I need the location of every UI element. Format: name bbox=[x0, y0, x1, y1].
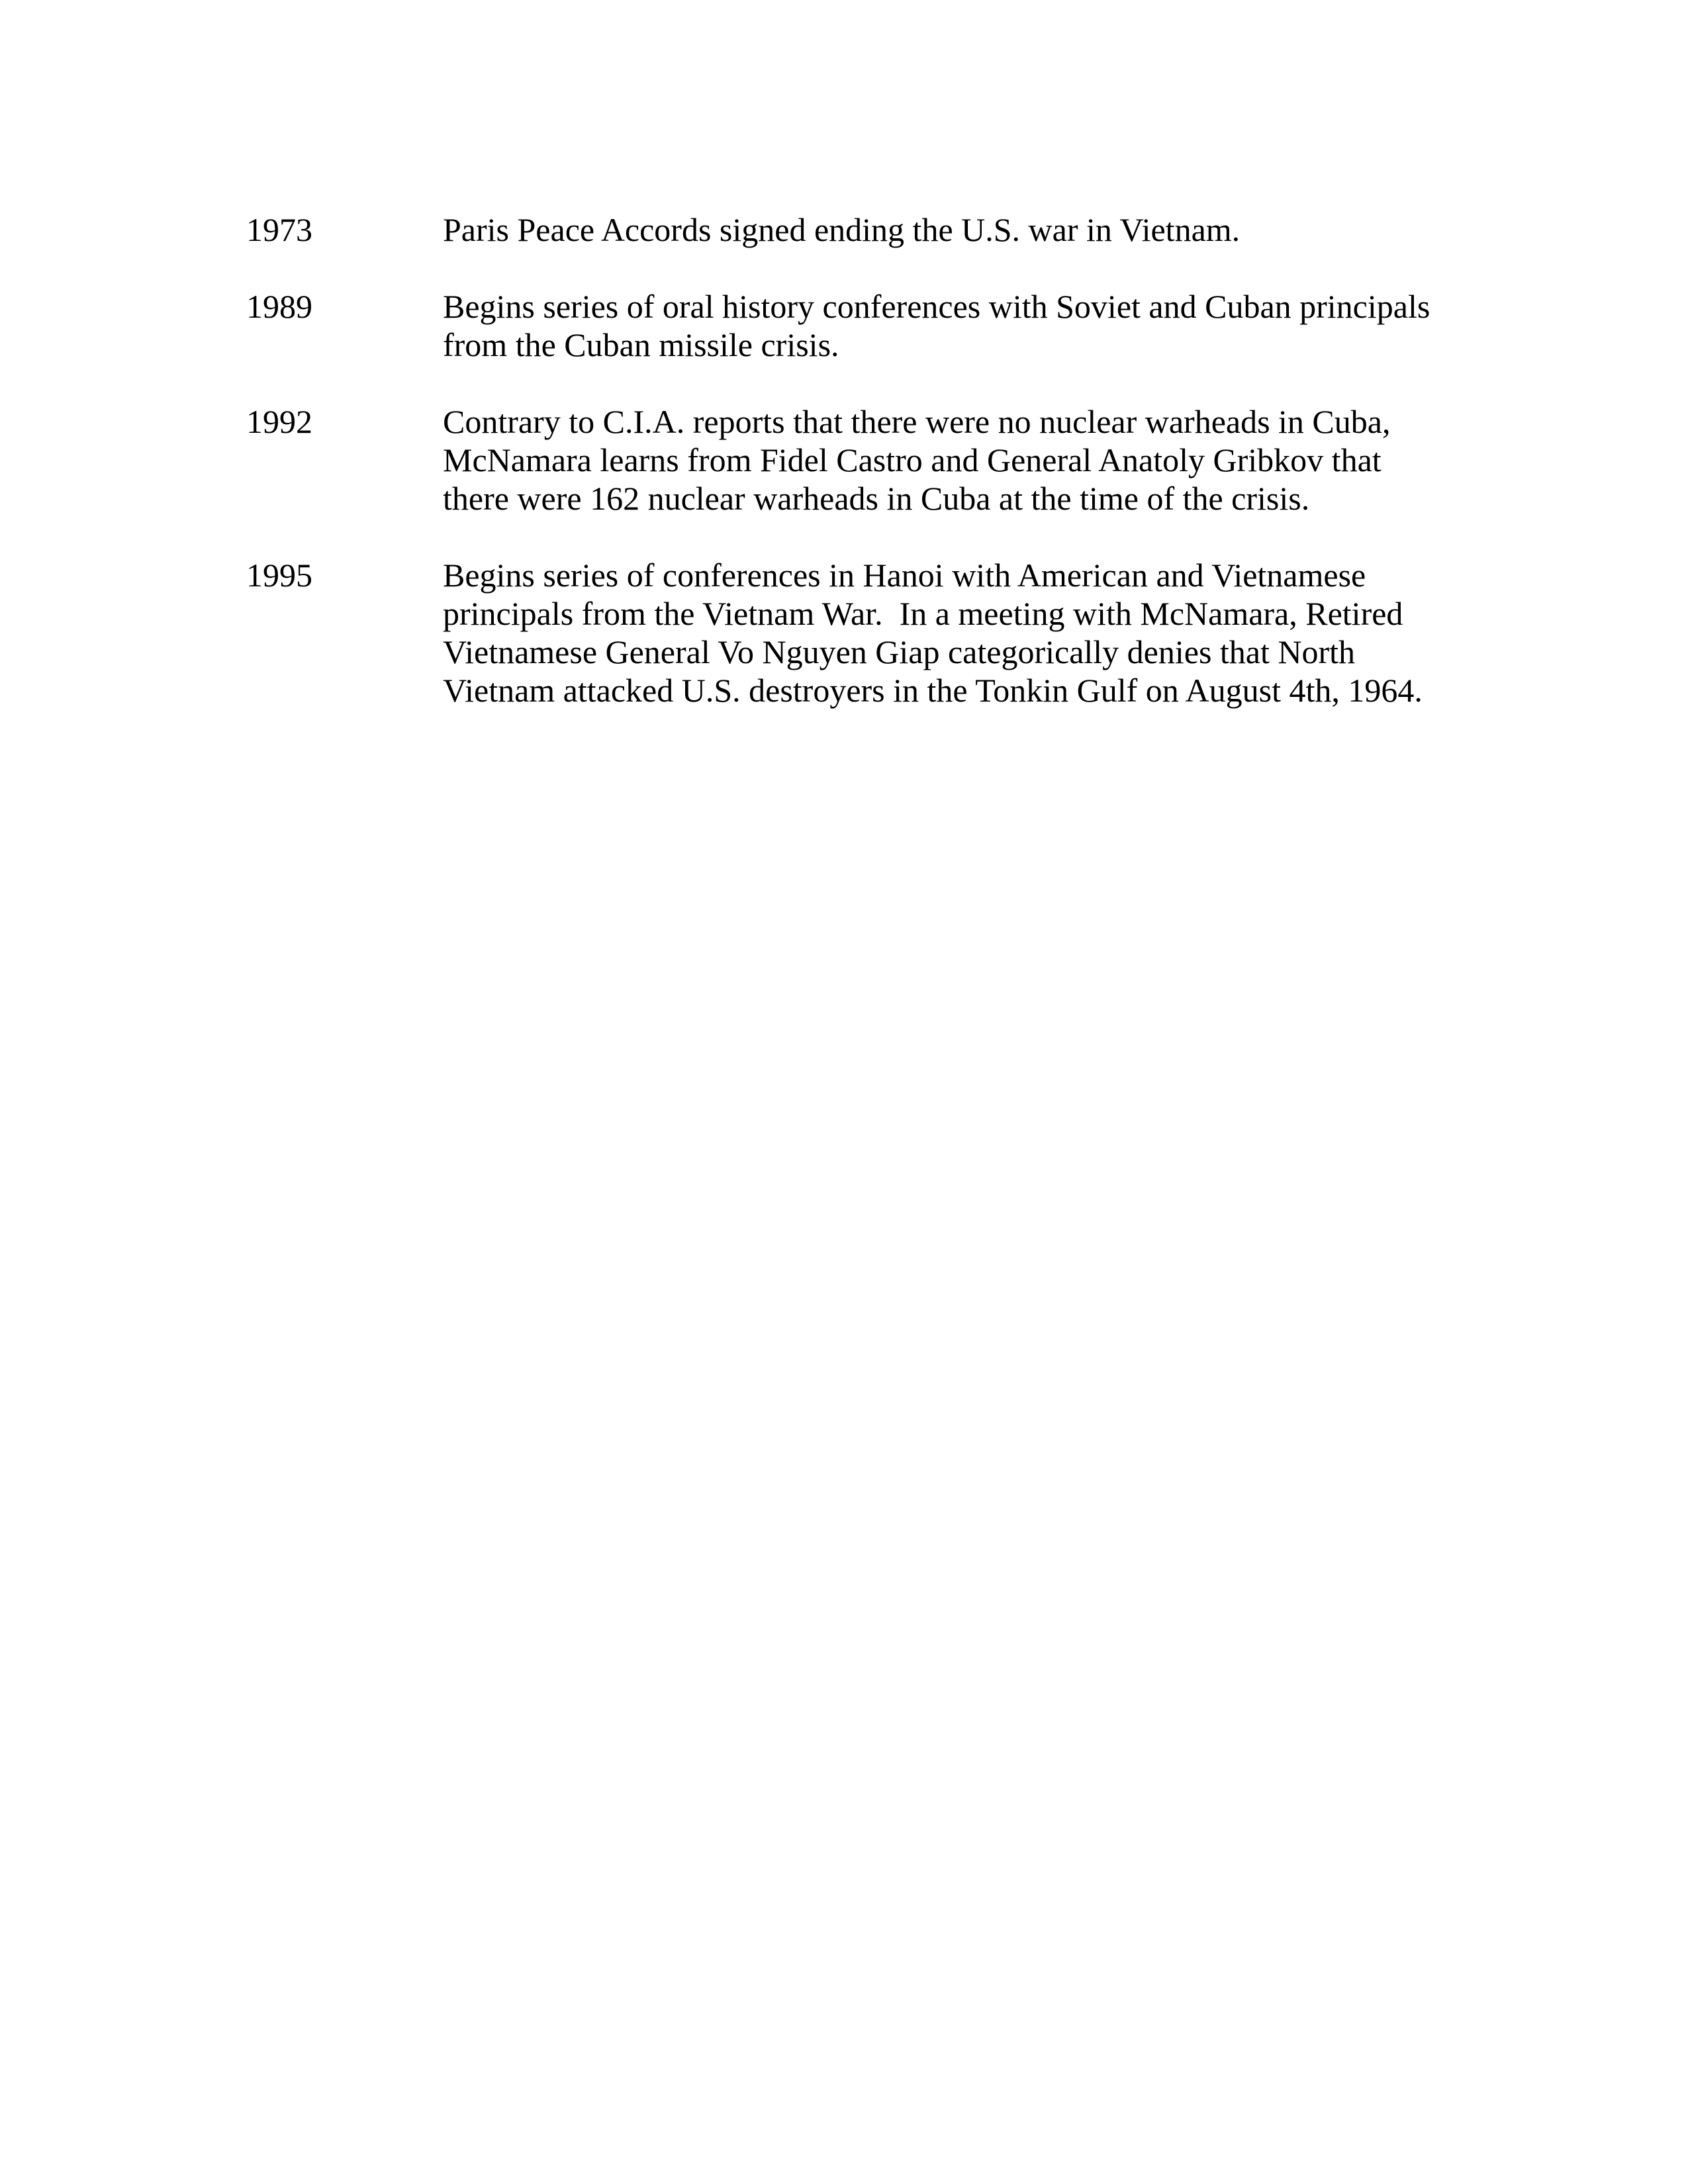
description-line: there were 162 nuclear warheads in Cuba at the time of the crisis. bbox=[443, 480, 1310, 517]
entry-description bbox=[443, 210, 1436, 249]
description-line: McNamara learns from Fidel Castro and General Anatoly Gribkov that bbox=[443, 441, 1382, 478]
entry-year: 1992 bbox=[246, 403, 312, 440]
entry-year: 1995 bbox=[246, 557, 312, 594]
entry-description bbox=[443, 556, 1436, 709]
timeline bbox=[246, 210, 1504, 748]
description-line: Begins series of conferences in Hanoi with American and Vietnamese bbox=[443, 557, 1366, 594]
description-line: Begins series of oral history conferences with Soviet and Cuban principals bbox=[443, 288, 1430, 325]
timeline-entry bbox=[246, 556, 1504, 709]
entry-year: 1973 bbox=[246, 211, 312, 248]
entry-year: 1989 bbox=[246, 288, 312, 325]
timeline-entry bbox=[246, 287, 1504, 364]
entry-description bbox=[443, 402, 1436, 518]
description-line: Contrary to C.I.A. reports that there were no nuclear warheads in Cuba, bbox=[443, 403, 1391, 440]
description-line: principals from the Vietnam War. In a meeting with McNamara, Retired bbox=[443, 595, 1403, 632]
timeline-entry bbox=[246, 210, 1504, 249]
description-line: from the Cuban missile crisis. bbox=[443, 326, 839, 363]
description-line: Vietnamese General Vo Nguyen Giap categorically denies that North bbox=[443, 633, 1356, 670]
entry-description bbox=[443, 287, 1436, 364]
description-line: Vietnam attacked U.S. destroyers in the Tonkin Gulf on August 4th, 1964. bbox=[443, 672, 1423, 709]
description-line: Paris Peace Accords signed ending the U.S. war in Vietnam. bbox=[443, 211, 1241, 248]
timeline-entry bbox=[246, 402, 1504, 518]
